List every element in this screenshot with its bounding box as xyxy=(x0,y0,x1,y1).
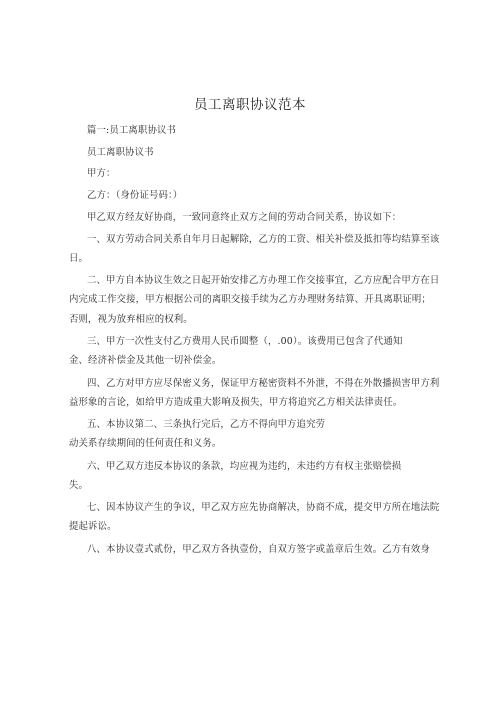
document-body xyxy=(69,121,440,559)
clause-6-line-1: 六、甲乙双方违反本协议的条款，均应视为违约，未违约方有权主张赔偿损 xyxy=(87,460,402,472)
clause-5-line-2: 动关系存续期间的任何责任和义务。 xyxy=(69,438,222,450)
clause-1-line-2: 日。 xyxy=(69,252,89,264)
clause-7-line-1: 七、因本协议产生的争议，甲乙双方应先协商解决，协商不成，提交甲方所在地法院 xyxy=(87,502,440,514)
paragraph-intro: 甲乙双方经友好协商，一致同意终止双方之间的劳动合同关系，协议如下： xyxy=(87,211,402,223)
party-a-line: 甲方： xyxy=(87,168,116,180)
subtitle-line: 员工离职协议书 xyxy=(87,146,154,158)
clause-7-line-2: 提起诉讼。 xyxy=(69,521,117,533)
clause-5-line-1: 五、本协议第二、三条执行完后，乙方不得向甲方追究劳 xyxy=(87,419,326,431)
clause-4-line-1: 四、乙方对甲方应尽保密义务，保证甲方秘密资料不外泄，不得在外散播损害甲方利 xyxy=(87,377,440,389)
clause-3-line-2: 金、经济补偿金及其他一切补偿金。 xyxy=(69,355,222,367)
clause-8-line-1: 八、本协议壹式贰份，甲乙双方各执壹份，自双方签字或盖章后生效。乙方有效身 xyxy=(87,543,430,555)
clause-2-line-2: 内完成工作交接，甲方根据公司的离职交接手续为乙方办理财务结算、开具离职证明； xyxy=(69,294,431,306)
clause-3-line-1: 三、甲方一次性支付乙方费用人民币圆整（，.00）。该费用已包含了代通知 xyxy=(87,335,403,347)
clause-2-line-3: 否则，视为放弃相应的权利。 xyxy=(69,313,193,325)
clause-1-line-1: 一、双方劳动合同关系自年月日起解除，乙方的工资、相关补偿及抵扣等均结算至该 xyxy=(87,233,440,245)
section-heading: 篇一:员工离职协议书 xyxy=(87,125,177,136)
clause-2-line-1: 二、甲方自本协议生效之日起开始安排乙方办理工作交接事宜，乙方应配合甲方在日 xyxy=(87,275,440,287)
clause-4-line-2: 益形象的言论，如给甲方造成重大影响及损失，甲方将追究乙方相关法律责任。 xyxy=(69,396,403,408)
party-b-line: 乙方：（身份证号码：） xyxy=(87,190,183,202)
document-title: 员工离职协议范本 xyxy=(194,97,306,113)
clause-6-line-2: 失。 xyxy=(69,479,89,491)
